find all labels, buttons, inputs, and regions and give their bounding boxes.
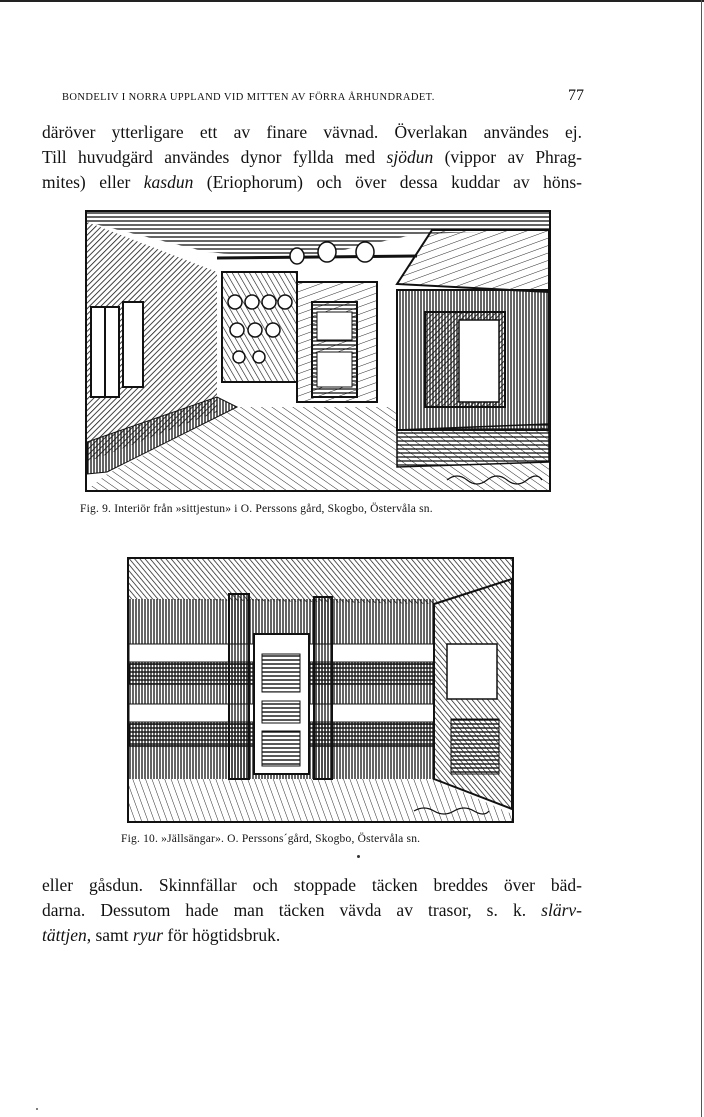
stray-mark bbox=[36, 1108, 38, 1110]
figure-10-caption: Fig. 10. »Jällsängar». O. Perssons´gård, Skogbo, Östervåla sn. bbox=[121, 833, 421, 845]
page-top-edge bbox=[0, 0, 704, 2]
text-line: eller gåsdun. Skinnfällar och stoppade täcken breddes över bäd- bbox=[42, 875, 582, 895]
text-line: Till huvudgärd användes dynor fyllda med sjödun (vippor av Phrag- bbox=[42, 147, 582, 167]
figure-10-illustration bbox=[127, 557, 514, 823]
page-header bbox=[62, 87, 584, 110]
figure-9-illustration bbox=[85, 210, 551, 492]
figure-9-caption: Fig. 9. Interiör från »sittjestun» i O. Perssons gård, Skogbo, Östervåla sn. bbox=[80, 503, 433, 515]
text-line: tättjen, samt ryur för högtidsbruk. bbox=[42, 925, 281, 945]
stray-mark bbox=[357, 855, 360, 858]
running-title: BONDELIV I NORRA UPPLAND VID MITTEN AV FÖRRA ÅRHUNDRADET. bbox=[62, 92, 435, 103]
text-line: däröver ytterligare ett av finare vävnad. Överlakan användes ej. bbox=[42, 122, 582, 142]
paragraph-bottom bbox=[42, 873, 582, 948]
page-right-edge bbox=[701, 0, 702, 1117]
text-line: darna. Dessutom hade man täcken vävda av trasor, s. k. slärv- bbox=[42, 900, 582, 920]
page-number: 77 bbox=[568, 87, 584, 104]
text-line: mites) eller kasdun (Eriophorum) och över dessa kuddar av höns- bbox=[42, 172, 583, 192]
paragraph-top bbox=[42, 120, 582, 195]
